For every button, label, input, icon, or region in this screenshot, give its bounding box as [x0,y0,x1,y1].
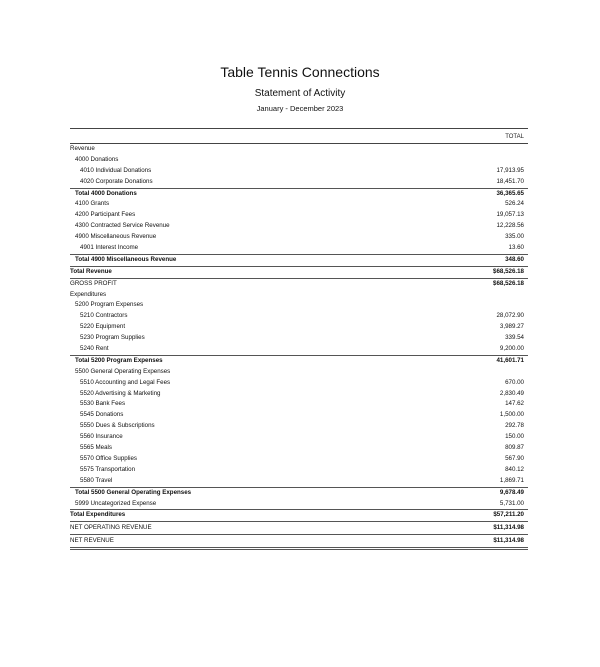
row-label: Total 4000 Donations [75,189,137,197]
row-amount: $57,211.20 [493,511,524,519]
statement-rows [70,144,528,550]
row-label: 5210 Contractors [80,312,128,320]
statement-row [70,521,528,534]
row-label: 4020 Corporate Donations [80,177,153,185]
row-label: 5565 Meals [80,444,112,452]
statement-row [70,476,528,487]
row-label: 5200 Program Expenses [75,301,144,309]
row-amount: 13.60 [508,244,524,252]
statement-row [70,199,528,210]
row-label: 5230 Program Supplies [80,334,145,342]
statement-row [70,177,528,188]
row-amount: $68,526.18 [493,279,524,287]
statement-row [70,465,528,476]
row-amount: 339.54 [505,334,524,342]
row-label: 5240 Rent [80,345,109,353]
row-amount: 147.62 [505,400,524,408]
total-row [70,188,528,200]
statement-row [70,499,528,510]
row-amount: 670.00 [505,378,524,386]
row-amount: 840.12 [505,465,524,473]
row-label: 4300 Contracted Service Revenue [75,222,170,230]
statement-row [70,278,528,290]
column-header-total: TOTAL [505,134,524,140]
row-amount: 335.00 [505,233,524,241]
statement-row [70,232,528,243]
statement-row [70,155,528,166]
row-amount: 526.24 [505,200,524,208]
row-label: 5510 Accounting and Legal Fees [80,378,171,386]
row-label: Total 4900 Miscellaneous Revenue [75,255,177,263]
row-label: 5580 Travel [80,476,113,484]
company-name: Table Tennis Connections [220,64,380,80]
statement-row [70,443,528,454]
row-label: 5545 Donations [80,411,124,419]
row-amount: 9,200.00 [499,345,524,353]
total-row [70,254,528,266]
statement-row [70,210,528,221]
row-amount: 292.78 [505,422,524,430]
statement-row [70,344,528,355]
row-amount: 809.87 [505,444,524,452]
statement-table [70,128,528,550]
row-label: 5560 Insurance [80,433,123,441]
row-label: 4010 Individual Donations [80,166,152,174]
statement-row [70,432,528,443]
row-label: GROSS PROFIT [70,279,117,287]
report-period: January - December 2023 [256,104,344,113]
statement-row [70,378,528,389]
statement-row [70,311,528,322]
row-label: NET OPERATING REVENUE [70,524,152,532]
row-label: 5999 Uncategorized Expense [75,499,157,507]
row-label: 4200 Participant Fees [75,211,136,219]
row-label: 5550 Dues & Subscriptions [80,422,155,430]
statement-row [70,410,528,421]
row-amount: 2,830.49 [499,389,524,397]
row-amount: 1,500.00 [499,411,524,419]
row-amount: 12,228.56 [496,222,524,230]
row-label: Total 5500 General Operating Expenses [75,488,192,496]
row-label: 4901 Interest Income [80,244,139,252]
row-label: 5570 Office Supplies [80,454,137,462]
statement-row [70,399,528,410]
row-label: 4000 Donations [75,155,119,163]
row-amount: $11,314.98 [493,524,524,532]
row-amount: 5,731.00 [499,499,524,507]
statement-row [70,290,528,301]
row-label: 5530 Bank Fees [80,400,126,408]
row-amount: $68,526.18 [493,267,524,275]
row-amount: 348.60 [505,255,524,263]
total-row [70,355,528,367]
statement-row [70,367,528,378]
row-amount: 18,451.70 [496,177,524,185]
row-label: Total Expenditures [70,511,126,519]
row-label: 5520 Advertising & Marketing [80,389,161,397]
row-amount: 567.90 [505,454,524,462]
row-label: Total Revenue [70,267,112,275]
row-amount: $11,314.98 [493,537,524,545]
report-title: Statement of Activity [254,88,346,99]
row-amount: 19,057.13 [496,211,524,219]
row-label: Revenue [70,145,95,152]
row-amount: 17,913.95 [496,166,524,174]
row-label: 5500 General Operating Expenses [75,367,171,375]
statement-row [70,454,528,465]
row-amount: 1,869.71 [499,476,524,484]
top-rule [70,128,528,129]
row-amount: 36,365.65 [496,189,524,197]
total-row [70,266,528,278]
statement-row [70,322,528,333]
row-amount: 3,989.27 [499,323,524,331]
row-label: 5575 Transportation [80,465,136,473]
total-row [70,487,528,499]
row-label: 5220 Equipment [80,323,126,331]
row-label: Expenditures [70,290,107,298]
statement-row [70,421,528,432]
statement-row [70,534,528,550]
statement-row [70,166,528,177]
statement-row [70,333,528,344]
row-label: 4900 Miscellaneous Revenue [75,233,157,241]
row-label: NET REVENUE [70,537,114,545]
statement-row [70,221,528,232]
statement-row [70,144,528,155]
row-amount: 28,072.90 [496,312,524,320]
statement-row [70,243,528,254]
row-label: 4100 Grants [75,200,110,208]
total-row [70,509,528,521]
row-amount: 150.00 [505,433,524,441]
row-amount: 9,678.49 [499,488,524,496]
row-amount: 41,601.71 [496,356,524,364]
statement-row [70,389,528,400]
row-label: Total 5200 Program Expenses [75,356,163,364]
statement-row [70,300,528,311]
